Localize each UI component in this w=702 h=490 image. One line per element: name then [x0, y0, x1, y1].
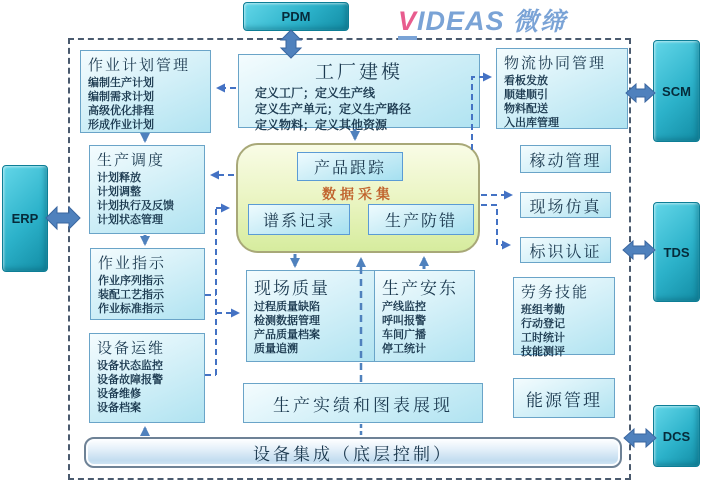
module-item: 计划调整 [97, 186, 141, 198]
module-item: 看板发放 [504, 75, 548, 87]
module-equipment-om [89, 333, 205, 423]
module-energy: 能源管理 [513, 378, 615, 418]
module-item: 质量追溯 [254, 343, 298, 355]
module-work-instruction [90, 248, 205, 320]
module-title: 作业指示 [98, 255, 167, 272]
module-item: 产线监控 [382, 301, 426, 313]
external-system-tds: TDS [653, 202, 700, 302]
module-item: 形成作业计划 [88, 119, 154, 131]
module-item: 作业标准指示 [98, 303, 164, 315]
module-item: 物料配送 [504, 103, 548, 115]
module-title: 物流协同管理 [504, 55, 607, 72]
module-item: 入出库管理 [504, 117, 559, 129]
module-item: 设备故障报警 [97, 374, 163, 386]
external-system-pdm: PDM [243, 2, 349, 31]
module-item: 作业序列指示 [98, 275, 164, 287]
module-item: 计划释放 [97, 172, 141, 184]
module-simulation: 现场仿真 [520, 192, 611, 218]
module-item: 设备维修 [97, 388, 141, 400]
hub-box-product-tracking: 产品跟踪 [297, 152, 403, 181]
module-title: 作业计划管理 [88, 57, 191, 74]
module-item: 行动登记 [521, 318, 565, 330]
brand-logo [398, 2, 648, 38]
external-system-dcs: DCS [653, 405, 700, 467]
module-title: 劳务技能 [521, 284, 590, 301]
module-item: 停工统计 [382, 343, 426, 355]
module-item: 呼叫报警 [382, 315, 426, 327]
module-job-planning [80, 50, 211, 133]
module-performance-charts: 生产实绩和图表展现 [243, 383, 483, 423]
data-collection-label: 数据采集 [322, 186, 394, 202]
module-factory-modeling [238, 54, 480, 132]
module-scheduling [89, 145, 205, 234]
logo-letter-v: V [398, 6, 417, 40]
module-title: 现场质量 [254, 279, 330, 298]
module-utilization: 稼动管理 [520, 145, 611, 173]
module-item: 高级优化排程 [88, 105, 154, 117]
module-equipment-integration: 设备集成（底层控制） [84, 437, 622, 468]
module-title: 生产调度 [97, 152, 166, 169]
module-item: 顺建顺引 [504, 89, 548, 101]
module-item: 设备档案 [97, 402, 141, 414]
logo-brand-chinese: 微缔 [513, 8, 568, 36]
module-item: 技能测评 [521, 346, 565, 358]
module-item: 定义工厂；定义生产线 [255, 86, 376, 100]
module-item: 检测数据管理 [254, 315, 320, 327]
module-title: 设备运维 [97, 340, 166, 357]
module-item: 定义生产单元；定义生产路径 [255, 102, 412, 116]
module-item: 计划状态管理 [97, 214, 163, 226]
module-onsite-quality [246, 270, 380, 362]
module-logistics [496, 48, 628, 129]
module-identification: 标识认证 [520, 237, 611, 263]
module-item: 工时统计 [521, 332, 565, 344]
module-item: 编制生产计划 [88, 77, 154, 89]
hub-box-error-proofing: 生产防错 [368, 204, 474, 235]
module-labor-skill [513, 277, 615, 358]
module-item: 车间广播 [382, 329, 426, 341]
module-item: 设备状态监控 [97, 360, 163, 372]
module-item: 编制需求计划 [88, 91, 154, 103]
module-item: 产品质量档案 [254, 329, 320, 341]
module-item: 班组考勤 [521, 304, 565, 316]
logo-brand-text: IDEAS [417, 6, 505, 36]
hub-box-genealogy: 谱系记录 [248, 204, 350, 235]
module-item: 装配工艺指示 [98, 289, 164, 301]
module-item: 计划执行及反馈 [97, 200, 174, 212]
external-system-erp: ERP [2, 165, 48, 272]
module-title: 生产安东 [382, 279, 458, 298]
module-andon [374, 270, 475, 362]
external-system-scm: SCM [653, 40, 700, 142]
module-item: 过程质量缺陷 [254, 301, 320, 313]
module-item: 定义物料；定义其他资源 [255, 118, 388, 132]
module-title: 工厂建模 [314, 62, 403, 83]
